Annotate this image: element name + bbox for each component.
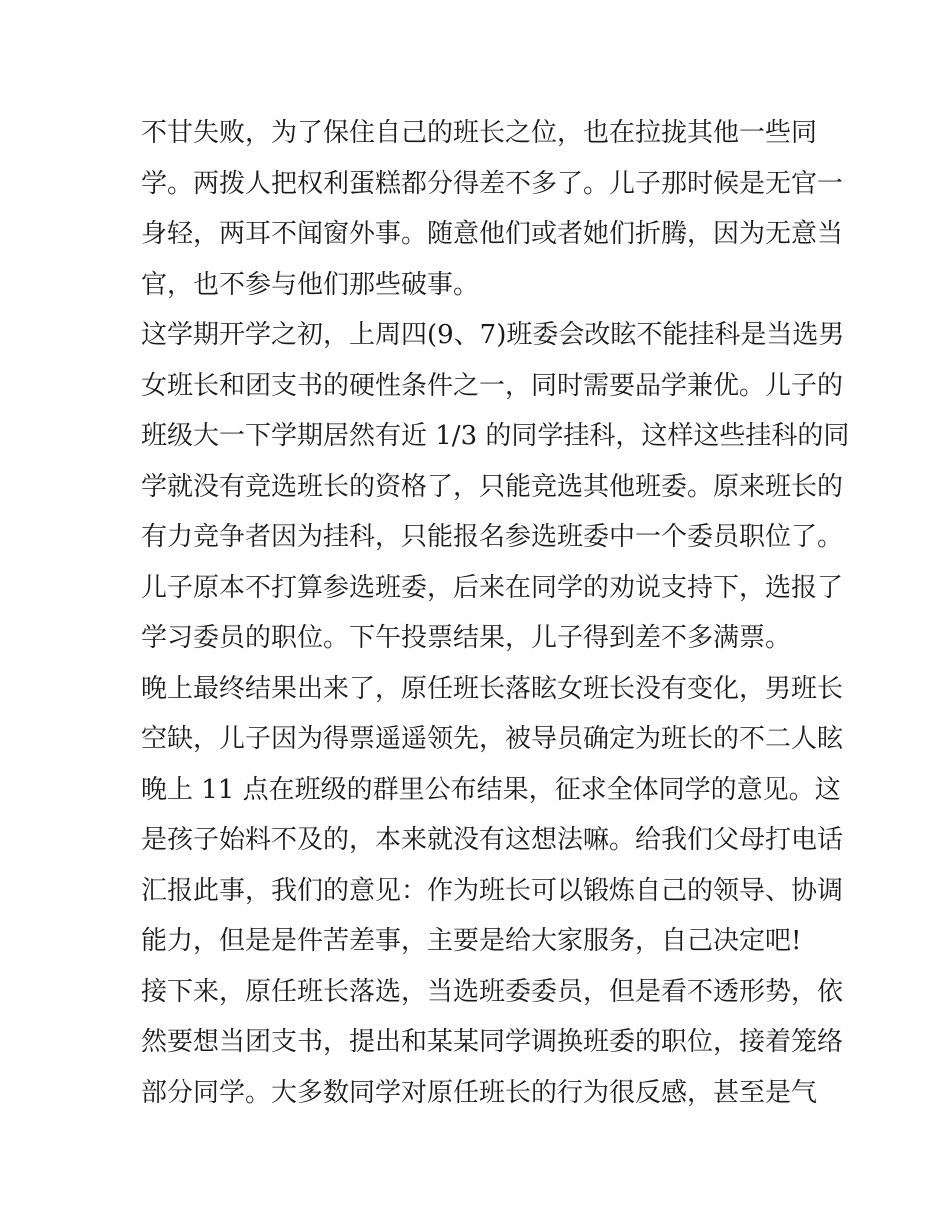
text-line: 女班长和团支书的硬性条件之一，同时需要品学兼优。儿子的 — [141, 370, 844, 401]
text-line: 儿子原本不打算参选班委，后来在同学的劝说支持下，选报了 — [141, 572, 844, 603]
text-line: 空缺，儿子因为得票遥遥领先，被导员确定为班长的不二人眩 — [141, 724, 844, 754]
text-line: 身轻，两耳不闻窗外事。随意他们或者她们折腾，因为无意当 — [141, 219, 844, 249]
text-line: 学就没有竞选班长的资格了，只能竞选其他班委。原来班长的 — [141, 471, 844, 502]
text-line: 不甘失败，为了保住自己的班长之位，也在拉拢其他一些同 — [141, 118, 818, 148]
text-line: 学习委员的职位。下午投票结果，儿子得到差不多满票。 — [141, 623, 792, 653]
text-line: 汇报此事，我们的意见：作为班长可以锻炼自己的领导、协调 — [141, 875, 844, 906]
body-text — [141, 108, 850, 1118]
text-line: 是孩子始料不及的，本来就没有这想法嘛。给我们父母打电话 — [141, 825, 844, 855]
text-line: 接下来，原任班长落选，当选班委委员，但是看不透形势，依 — [141, 976, 844, 1007]
text-line: 晚上最终结果出来了，原任班长落眩女班长没有变化，男班长 — [141, 673, 844, 704]
text-line: 这学期开学之初，上周四(9、7)班委会改眩不能挂科是当选男 — [141, 320, 845, 350]
text-line: 部分同学。大多数同学对原任班长的行为很反感，甚至是气 — [141, 1077, 818, 1108]
text-line: 有力竞争者因为挂科，只能报名参选班委中一个委员职位了。 — [141, 522, 844, 552]
text-line: 然要想当团支书，提出和某某同学调换班委的职位，接着笼络 — [141, 1027, 844, 1057]
text-line: 晚上 11 点在班级的群里公布结果，征求全体同学的意见。这 — [141, 774, 841, 805]
text-line: 官，也不参与他们那些破事。 — [141, 269, 480, 300]
text-line: 能力，但是是件苦差事，主要是给大家服务，自己决定吧! — [141, 926, 802, 956]
text-line: 学。两拨人把权利蛋糕都分得差不多了。儿子那时候是无官一 — [141, 168, 844, 199]
text-line: 班级大一下学期居然有近 1/3 的同学挂科，这样这些挂科的同 — [141, 421, 850, 451]
